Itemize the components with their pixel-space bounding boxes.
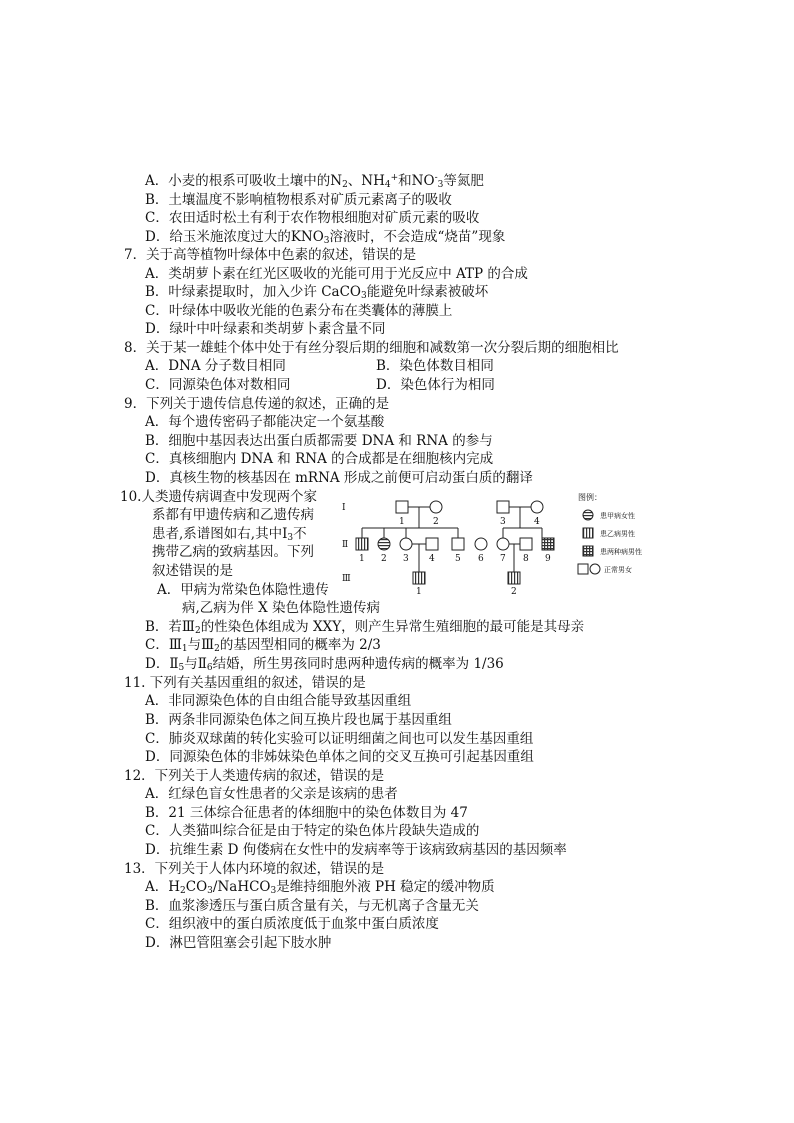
ped-num-II5: 5 <box>455 554 461 564</box>
q12-option-c: C．人类猫叫综合征是由于特定的染色体片段缺失造成的 <box>145 823 480 839</box>
q9-option-a: A．每个遗传密码子都能决定一个氨基酸 <box>145 414 385 430</box>
gen-label-3: Ⅲ <box>342 574 351 584</box>
ped-II1-affected-b-male <box>356 538 368 550</box>
q9-option-d: D．真核生物的核基因在 mRNA 形成之前便可启动蛋白质的翻译 <box>145 470 533 486</box>
q11-option-c: C．肺炎双球菌的转化实验可以证明细菌之间也可以发生基因重组 <box>145 731 534 747</box>
gen-label-1: Ⅰ <box>342 503 346 513</box>
q9-option-b: B．细胞中基因表达出蛋白质都需要 DNA 和 RNA 的参与 <box>145 433 493 449</box>
ped-num-II7: 7 <box>500 554 506 564</box>
q10-option-a-line1: A．甲病为常染色体隐性遗传 <box>157 582 329 598</box>
ped-I1-male <box>396 501 408 513</box>
q7-option-a: A．类胡萝卜素在红光区吸收的光能可用于光反应中 ATP 的合成 <box>145 266 528 282</box>
q12-option-a: A．红绿色盲女性患者的父亲是该病的患者 <box>145 786 398 802</box>
q13-stem: 13．下列关于人体内环境的叙述，错误的是 <box>124 861 385 877</box>
q8-option-c: C．同源染色体对数相同 <box>145 377 291 393</box>
q13-option-a: A．$H_2CO_3/NaHCO_3$是维持细胞外液 PH 稳定的缓冲物质 <box>145 879 495 896</box>
q10-stem-line3: 患者,系谱图如右,其中$Ⅰ_3$不 <box>152 526 307 543</box>
q13-option-d: D．淋巴管阻塞会引起下肢水肿 <box>145 935 332 951</box>
ped-num-I4: 4 <box>534 517 540 527</box>
ped-II7-female <box>497 538 509 550</box>
q11-stem: 11. 下列有关基因重组的叙述，错误的是 <box>124 675 366 691</box>
q11-option-b: B．两条非同源染色体之间互换片段也属于基因重组 <box>145 712 452 728</box>
ped-III1-affected-b-male <box>413 572 425 584</box>
q9-stem: 9．下列关于遗传信息传递的叙述，正确的是 <box>124 396 390 412</box>
pedigree-diagram <box>340 488 660 606</box>
q8-option-a: A．DNA 分子数目相同 <box>145 358 286 374</box>
legend-label-2: 患乙病男性 <box>600 530 635 538</box>
q8-stem: 8．关于某一雄蛙个体中处于有丝分裂后期的细胞和减数第一次分裂后期的细胞相比 <box>124 340 619 356</box>
q7-option-b: B．叶绿素提取时，加入少许 CaCO$_3$能避免叶绿素被破坏 <box>145 284 489 301</box>
q6-option-c: C．农田适时松土有利于农作物根细胞对矿质元素的吸收 <box>145 210 480 226</box>
legend-symbol-b-male <box>583 528 593 538</box>
ped-II2-affected-a-female <box>378 538 390 550</box>
q8-option-d: D．染色体行为相同 <box>376 377 495 393</box>
ped-num-II1: 1 <box>359 554 365 564</box>
q10-stem-line4: 携带乙病的致病基因。下列 <box>152 544 314 560</box>
q6-option-a: A．小麦的根系可吸收土壤中的$N_2$、$NH_4^+$和$NO^-_3$等氮肥 <box>145 173 484 190</box>
ped-num-II6: 6 <box>478 554 484 564</box>
q6-option-d: D．给玉米施浓度过大的$KNO_3$溶液时，不会造成“烧苗”现象 <box>145 229 506 246</box>
ped-num-III2: 2 <box>511 587 517 597</box>
q10-stem-line2: 系都有甲遗传病和乙遗传病 <box>152 507 314 523</box>
q10-option-b: B．若$Ⅲ_2$的性染色体组成为 XXY，则产生异常生殖细胞的最可能是其母亲 <box>145 619 585 636</box>
ped-II4-male <box>426 538 438 550</box>
ped-num-I2: 2 <box>433 517 439 527</box>
legend-symbol-normal-male <box>578 564 588 574</box>
legend-label-3: 患两种病男性 <box>600 548 642 556</box>
ped-II5-male <box>452 538 464 550</box>
ped-num-II3: 3 <box>403 554 409 564</box>
ped-num-II4: 4 <box>429 554 435 564</box>
gen-label-2: Ⅱ <box>342 540 349 550</box>
ped-II8-male <box>520 538 532 550</box>
q11-option-d: D．同源染色体的非姊妹染色单体之间的交叉互换可引起基因重组 <box>145 749 534 765</box>
ped-II9-affected-both-male <box>542 538 554 550</box>
ped-num-II9: 9 <box>545 554 551 564</box>
q10-option-d: D．$Ⅱ_5$与$Ⅱ_6$结婚，所生男孩同时患两种遗传病的概率为 1/36 <box>145 656 504 673</box>
q12-stem: 12．下列关于人类遗传病的叙述，错误的是 <box>124 768 385 784</box>
q7-option-d: D．绿叶中叶绿素和类胡萝卜素含量不同 <box>145 321 386 337</box>
ped-I2-female <box>430 501 442 513</box>
legend-title: 图例： <box>578 493 602 502</box>
q10-option-a-line2: 病,乙病为伴 X 染色体隐性遗传病 <box>182 600 380 616</box>
q10-stem-line1: 10.人类遗传病调查中发现两个家 <box>120 489 317 505</box>
q6-option-b: B．土壤温度不影响植物根系对矿质元素离子的吸收 <box>145 192 452 208</box>
ped-III2-affected-b-male <box>508 572 520 584</box>
legend-label-1: 患甲病女性 <box>600 512 635 520</box>
q10-option-c: C．$Ⅲ_1$与$Ⅲ_2$的基因型相同的概率为 2/3 <box>145 637 381 654</box>
q12-option-b: B．21 三体综合征患者的体细胞中的染色体数目为 47 <box>145 805 468 821</box>
q12-option-d: D．抗维生素 D 佝偻病在女性中的发病率等于该病致病基因的基因频率 <box>145 842 567 858</box>
q11-option-a: A．非同源染色体的自由组合能导致基因重组 <box>145 693 412 709</box>
ped-num-I1: 1 <box>399 517 405 527</box>
q9-option-c: C．真核细胞内 DNA 和 RNA 的合成都是在细胞核内完成 <box>145 451 494 467</box>
ped-II3-female <box>400 538 412 550</box>
ped-num-II2: 2 <box>381 554 387 564</box>
ped-num-III1: 1 <box>416 587 422 597</box>
ped-I3-male <box>497 501 509 513</box>
legend-symbol-a-female <box>583 510 593 520</box>
q8-option-b: B．染色体数目相同 <box>376 358 494 374</box>
q7-stem: 7．关于高等植物叶绿体中色素的叙述，错误的是 <box>124 247 417 263</box>
legend-symbol-both-male <box>583 546 593 556</box>
q7-option-c: C．叶绿体中吸收光能的色素分布在类囊体的薄膜上 <box>145 303 453 319</box>
ped-II6-female <box>475 538 487 550</box>
ped-I4-female <box>531 501 543 513</box>
ped-num-II8: 8 <box>523 554 529 564</box>
legend-symbol-normal-female <box>590 564 600 574</box>
q10-stem-line5: 叙述错误的是 <box>152 563 233 579</box>
legend-label-4: 正常男女 <box>604 566 632 574</box>
ped-num-I3: 3 <box>500 517 506 527</box>
q13-option-b: B．血浆渗透压与蛋白质含量有关，与无机离子含量无关 <box>145 898 479 914</box>
q13-option-c: C．组织液中的蛋白质浓度低于血浆中蛋白质浓度 <box>145 916 439 932</box>
